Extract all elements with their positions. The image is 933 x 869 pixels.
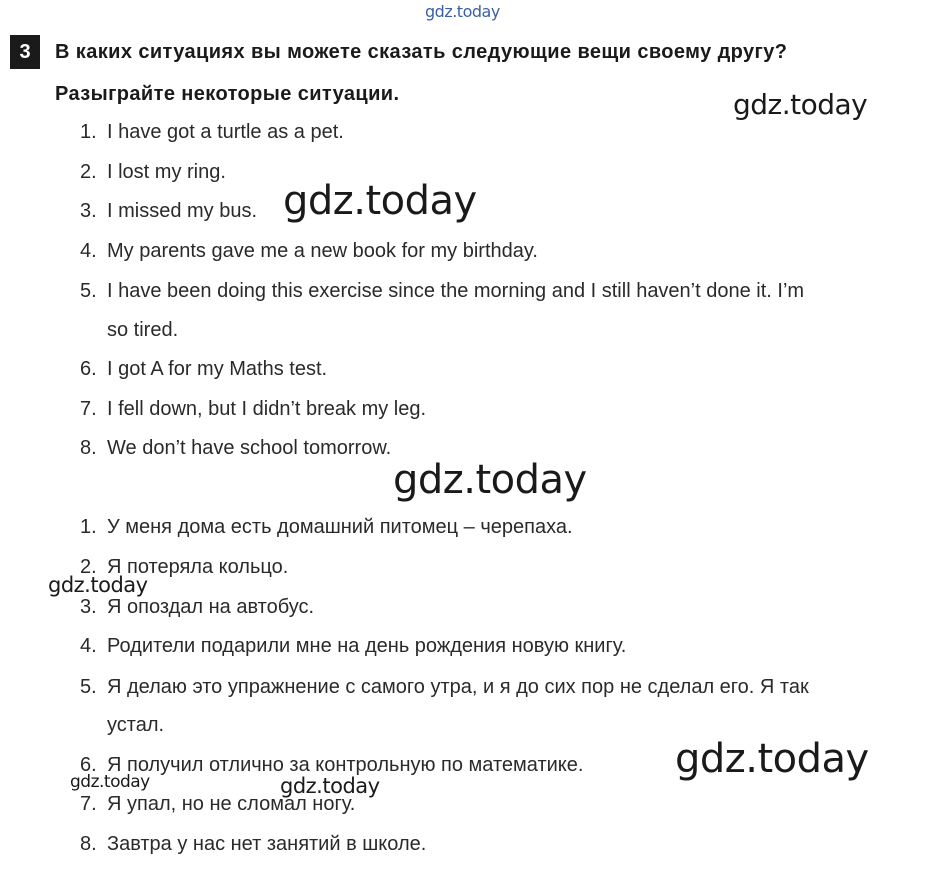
item-text: Я упал, но не сломал ногу.	[107, 793, 356, 815]
item-text: Я опоздал на автобус.	[107, 596, 315, 618]
watermark: gdz.today	[70, 772, 150, 792]
item-text: Я делаю это упражнение с самого утра, и я до сих пор не сделал его. Я так	[107, 676, 809, 698]
item-text: Я получил отлично за контрольную по математике.	[107, 754, 584, 776]
watermark: gdz.today	[283, 178, 477, 224]
list-item	[80, 675, 809, 699]
item-text: I fell down, but I didn’t break my leg.	[107, 398, 427, 420]
list-item	[80, 120, 344, 144]
item-text: My parents gave me a new book for my birthday.	[107, 240, 538, 262]
item-number: 1.	[80, 121, 97, 143]
watermark: gdz.today	[675, 736, 869, 782]
item-number: 4.	[80, 240, 97, 262]
item-text: I lost my ring.	[107, 161, 226, 183]
list-item-continuation: so tired.	[107, 319, 179, 341]
item-number: 2.	[80, 161, 97, 183]
watermark: gdz.today	[393, 457, 587, 503]
list-item	[80, 832, 426, 856]
list-item	[80, 239, 538, 263]
item-number: 8.	[80, 437, 97, 459]
item-text: Я потеряла кольцо.	[107, 556, 289, 578]
list-item	[80, 279, 804, 303]
list-item	[80, 160, 226, 184]
item-text: I missed my bus.	[107, 200, 258, 222]
list-item-continuation: устал.	[107, 714, 165, 736]
item-number: 2.	[80, 556, 97, 578]
item-number: 8.	[80, 833, 97, 855]
item-text: We don’t have school tomorrow.	[107, 437, 392, 459]
list-item	[80, 397, 426, 421]
item-number: 3.	[80, 596, 97, 618]
item-text: I got A for my Maths test.	[107, 358, 328, 380]
item-number: 7.	[80, 398, 97, 420]
item-number: 6.	[80, 754, 97, 776]
exercise-title-line2: Разыграйте некоторые ситуации.	[55, 83, 400, 105]
item-number: 7.	[80, 793, 97, 815]
exercise-badge: 3	[10, 35, 40, 69]
item-text: Завтра у нас нет занятий в школе.	[107, 833, 427, 855]
list-item	[80, 515, 573, 539]
exercise-title-line1: В каких ситуациях вы можете сказать следующие вещи своему другу?	[55, 41, 788, 63]
item-number: 3.	[80, 200, 97, 222]
item-text: У меня дома есть домашний питомец – черепаха.	[107, 516, 573, 538]
list-item	[80, 634, 626, 658]
list-item	[80, 357, 327, 381]
item-number: 4.	[80, 635, 97, 657]
watermark: gdz.today	[280, 774, 380, 798]
watermark: gdz.today	[425, 2, 500, 21]
watermark: gdz.today	[733, 88, 868, 121]
item-number: 5.	[80, 676, 97, 698]
item-number: 6.	[80, 358, 97, 380]
watermark: gdz.today	[48, 573, 148, 597]
list-item	[80, 595, 314, 619]
item-number: 5.	[80, 280, 97, 302]
list-item	[80, 199, 257, 223]
item-number: 1.	[80, 516, 97, 538]
item-text: Родители подарили мне на день рождения новую книгу.	[107, 635, 627, 657]
item-text: I have been doing this exercise since the morning and I still haven’t done it. I’m	[107, 280, 805, 302]
list-item	[80, 436, 391, 460]
item-text: I have got a turtle as a pet.	[107, 121, 344, 143]
